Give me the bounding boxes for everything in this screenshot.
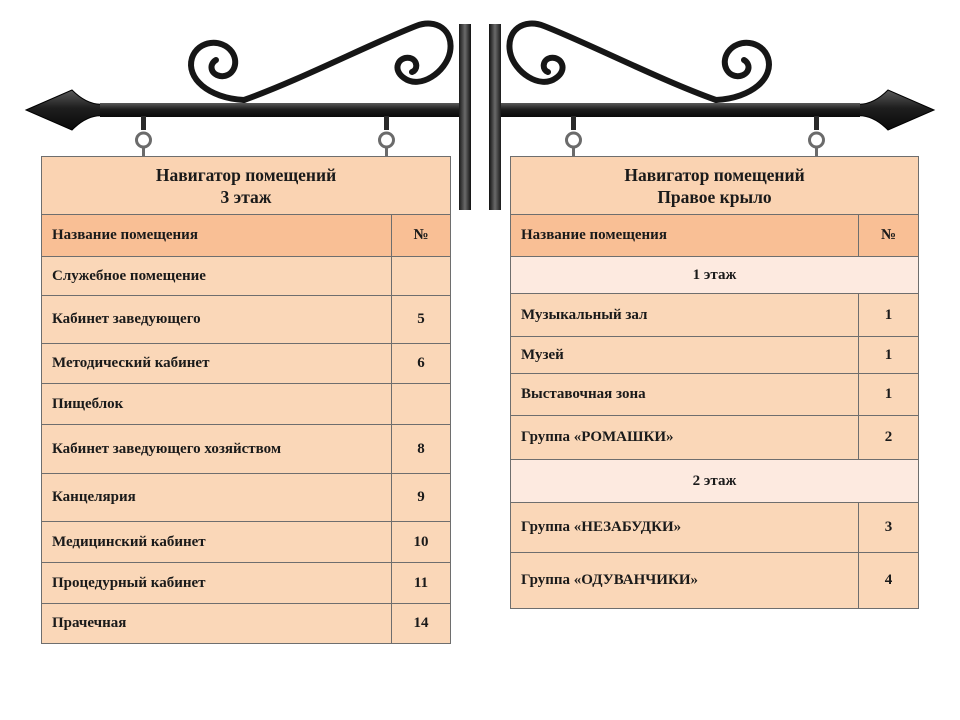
room-name: Медицинский кабинет: [42, 522, 392, 563]
right-sign-header-row: [511, 215, 919, 257]
left-arrow-head-icon: [26, 90, 104, 130]
right-hook-1-icon: [810, 116, 824, 156]
right-header-name: Название помещения: [511, 215, 859, 257]
room-number: 1: [859, 337, 919, 374]
right-bar: [498, 103, 860, 117]
right-sign-title-line1: Навигатор помещений: [624, 164, 805, 185]
room-number: 5: [392, 296, 451, 344]
right-post: [489, 24, 501, 210]
table-row: [42, 425, 451, 474]
right-arrow-head-icon: [856, 90, 934, 130]
left-hook-1-icon: [137, 116, 151, 156]
room-number: 4: [859, 553, 919, 609]
left-header-name: Название помещения: [42, 215, 392, 257]
left-header-num: №: [392, 215, 451, 257]
room-name: Группа «НЕЗАБУДКИ»: [511, 503, 859, 553]
room-name: Канцелярия: [42, 474, 392, 522]
right-sign-title-row: [511, 157, 919, 215]
room-name: Процедурный кабинет: [42, 563, 392, 604]
left-sign-title-line1: Навигатор помещений: [155, 164, 337, 185]
room-name: Методический кабинет: [42, 344, 392, 384]
room-number: 2: [859, 416, 919, 460]
left-sign-table: [41, 156, 451, 644]
room-name: Пищеблок: [42, 384, 392, 425]
table-row: [42, 384, 451, 425]
room-name: Выставочная зона: [511, 374, 859, 416]
table-row: [511, 553, 919, 609]
right-sign-title: [511, 157, 919, 215]
table-row: [42, 474, 451, 522]
left-sign-title-row: [42, 157, 451, 215]
left-bar: [100, 103, 462, 117]
room-number: 1: [859, 294, 919, 337]
room-number: [392, 257, 451, 296]
left-post: [459, 24, 471, 210]
room-number: 1: [859, 374, 919, 416]
table-row: [511, 374, 919, 416]
room-name: Музей: [511, 337, 859, 374]
right-header-num: №: [859, 215, 919, 257]
right-hook-2-icon: [567, 116, 581, 156]
room-name: Кабинет заведующего хозяйством: [42, 425, 392, 474]
floor-2-label: 2 этаж: [511, 460, 919, 503]
table-row: [42, 257, 451, 296]
table-row: [42, 296, 451, 344]
table-row: [511, 416, 919, 460]
table-row: [42, 522, 451, 563]
table-row: [42, 344, 451, 384]
room-name: Музыкальный зал: [511, 294, 859, 337]
room-name: Служебное помещение: [42, 257, 392, 296]
table-row: [511, 503, 919, 553]
table-row: [42, 604, 451, 644]
room-number: 6: [392, 344, 451, 384]
right-sign-table: [510, 156, 919, 609]
table-row: [42, 563, 451, 604]
room-number: [392, 384, 451, 425]
floor-1-label: 1 этаж: [511, 257, 919, 294]
room-number: 8: [392, 425, 451, 474]
left-sign-header-row: [42, 215, 451, 257]
left-sign-title-line2: 3 этаж: [220, 186, 272, 207]
room-number: 3: [859, 503, 919, 553]
left-hook-2-icon: [380, 116, 394, 156]
room-name: Кабинет заведующего: [42, 296, 392, 344]
room-number: 11: [392, 563, 451, 604]
floor-section-row: [511, 257, 919, 294]
room-name: Группа «ОДУВАНЧИКИ»: [511, 553, 859, 609]
room-name: Группа «РОМАШКИ»: [511, 416, 859, 460]
right-scroll-icon: [716, 43, 769, 100]
room-number: 9: [392, 474, 451, 522]
left-scroll-icon: [191, 43, 244, 100]
floor-section-row: [511, 460, 919, 503]
right-sign-title-line2: Правое крыло: [657, 186, 772, 207]
room-number: 10: [392, 522, 451, 563]
room-name: Прачечная: [42, 604, 392, 644]
room-number: 14: [392, 604, 451, 644]
left-sign-title: [42, 157, 451, 215]
table-row: [511, 337, 919, 374]
table-row: [511, 294, 919, 337]
